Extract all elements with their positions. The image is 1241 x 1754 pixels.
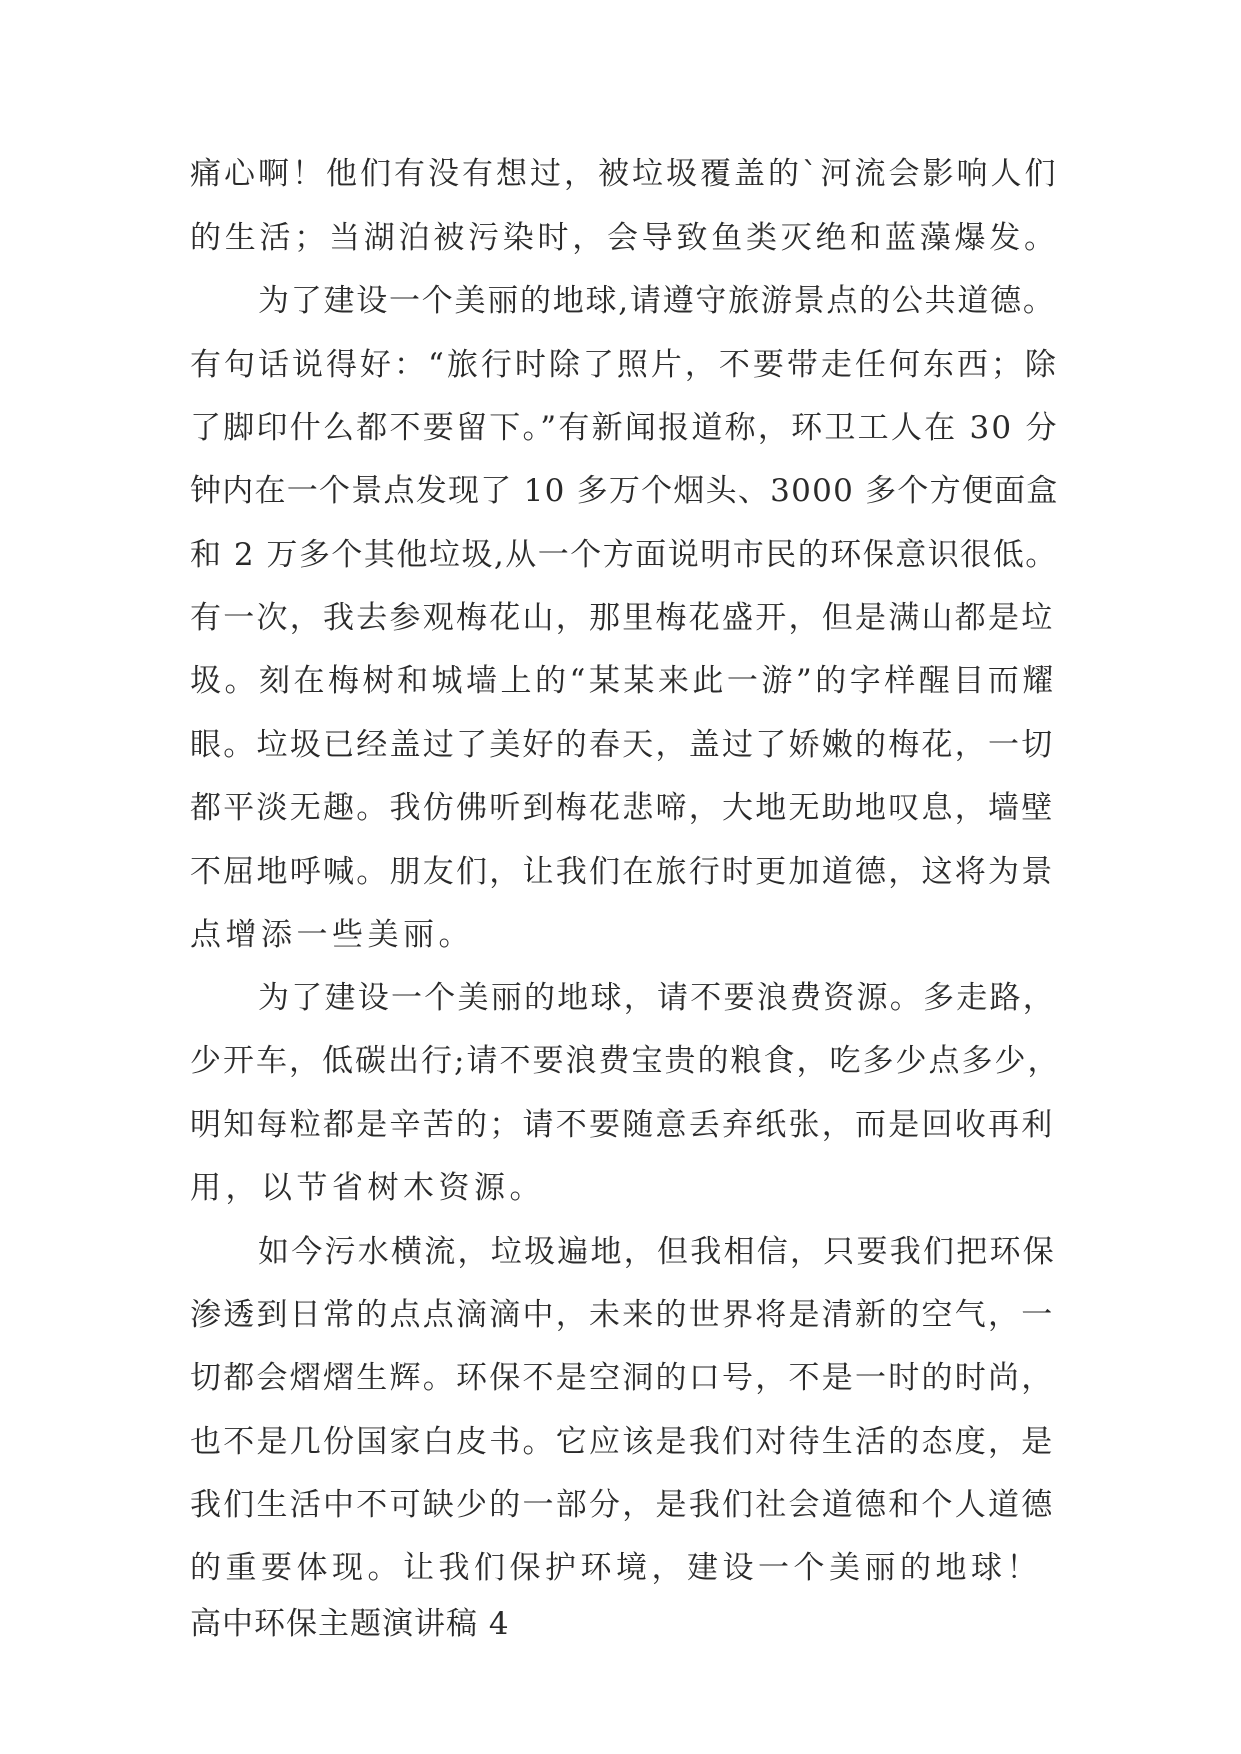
text-line: 了脚印什么都不要留下。”有新闻报道称，环卫工人在 30 分 [190, 410, 1059, 446]
text-line: 也不是几份国家白皮书。它应该是我们对待生活的态度，是 [190, 1424, 1055, 1460]
text-line: 用，以节省树木资源。 [190, 1170, 545, 1206]
text-line: 的重要体现。让我们保护环境，建设一个美丽的地球！ [190, 1550, 1042, 1586]
text-line: 眼。垃圾已经盖过了美好的春天，盖过了娇嫩的梅花，一切 [190, 727, 1055, 763]
text-line: 为了建设一个美丽的地球，请不要浪费资源。多走路， [258, 980, 1056, 1016]
text-line: 渗透到日常的点点滴滴中，未来的世界将是清新的空气，一 [190, 1297, 1055, 1333]
text-line: 如今污水横流，垃圾遍地，但我相信，只要我们把环保 [258, 1234, 1056, 1270]
text-line: 都平淡无趣。我仿佛听到梅花悲啼，大地无助地叹息，墙壁 [190, 790, 1055, 826]
text-line: 圾。刻在梅树和城墙上的“某某来此一游”的字样醒目而耀 [190, 663, 1057, 699]
text-line: 我们生活中不可缺少的一部分，是我们社会道德和个人道德 [190, 1487, 1055, 1523]
text-line: 点增添一些美丽。 [190, 917, 474, 953]
text-line: 明知每粒都是辛苦的；请不要随意丢弃纸张，而是回收再利 [190, 1107, 1055, 1143]
text-line: 不屈地呼喊。朋友们，让我们在旅行时更加道德，这将为景 [190, 854, 1055, 890]
text-line: 有句话说得好：“旅行时除了照片，不要带走任何东西；除 [190, 347, 1059, 383]
text-line: 和 2 万多个其他垃圾,从一个方面说明市民的环保意识很低。 [190, 537, 1058, 573]
text-line: 为了建设一个美丽的地球,请遵守旅游景点的公共道德。 [258, 283, 1056, 319]
text-line: 有一次，我去参观梅花山，那里梅花盛开，但是满山都是垃 [190, 600, 1055, 636]
text-line: 钟内在一个景点发现了 10 多万个烟头、3000 多个方便面盒 [190, 473, 1059, 509]
text-line: 少开车，低碳出行;请不要浪费宝贵的粮食，吃多少点多少， [190, 1043, 1061, 1079]
text-line: 痛心啊！他们有没有想过，被垃圾覆盖的`河流会影响人们 [190, 156, 1059, 192]
text-line: 的生活；当湖泊被污染时，会导致鱼类灭绝和蓝藻爆发。 [190, 220, 1059, 256]
text-line: 切都会熠熠生辉。环保不是空洞的口号，不是一时的时尚， [190, 1360, 1055, 1396]
section-heading: 高中环保主题演讲稿 4 [190, 1606, 510, 1642]
